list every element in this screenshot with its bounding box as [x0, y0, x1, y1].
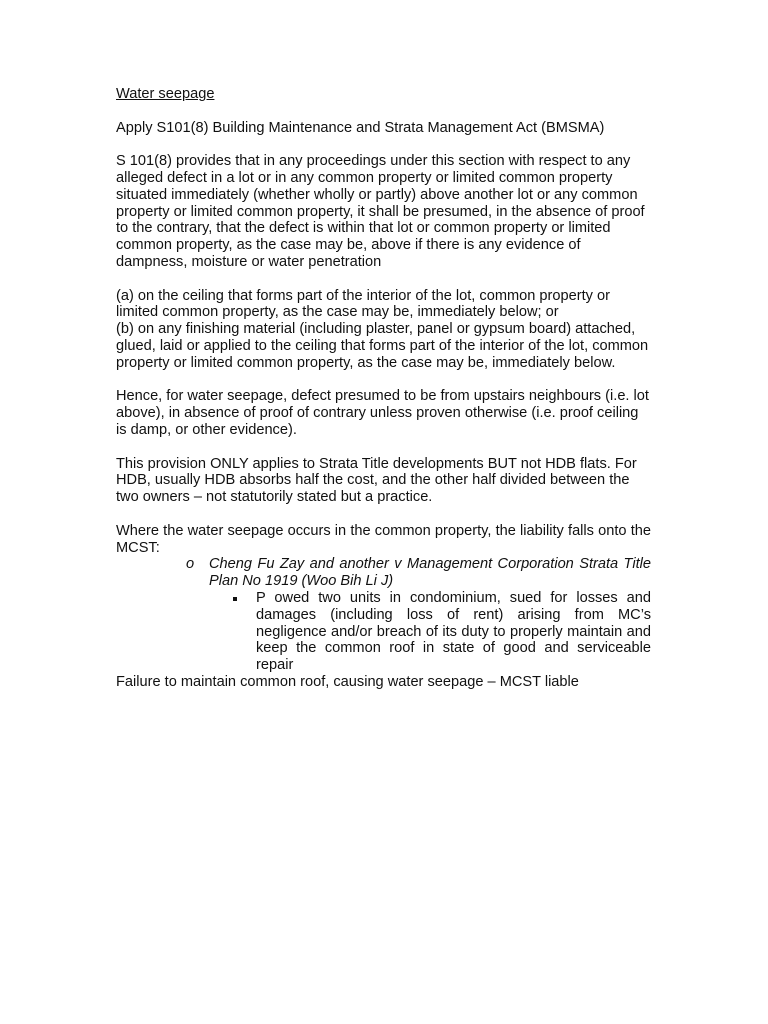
s101-paragraph: S 101(8) provides that in any proceedings under this section with respect to any alleged defect in a lot or in any common property or limited common property situated immediately (whether wholly or partly) above another lot or any common property or limited common property, it shall be presumed, in the absence of proof to the contrary, that the defect is within that lot or common property or limited common property, as the case may be, above if there is any evidence of dampness, moisture or water penetration — [116, 153, 645, 270]
document-title: Water seepage — [116, 86, 215, 102]
apply-line: Apply S101(8) Building Maintenance and Strata Management Act (BMSMA) — [116, 119, 605, 136]
case-fact — [116, 590, 651, 674]
mcst-paragraph: Where the water seepage occurs in the common property, the liability falls onto the MCST: — [116, 522, 651, 556]
clause-a: (a) on the ceiling that forms part of the interior of the lot, common property or limited common property, as the case may be, immediately below; or — [116, 287, 610, 321]
hence-paragraph: Hence, for water seepage, defect presumed to be from upstairs neighbours (i.e. lot above), in absence of proof of contrary unless proven otherwise (i.e. proof ceiling is damp, or other evidence). — [116, 388, 649, 438]
clauses-block — [116, 288, 651, 372]
conclusion-line: Failure to maintain common roof, causing water seepage – MCST liable — [116, 673, 579, 690]
document-page — [116, 86, 651, 691]
circle-bullet-icon: o — [186, 556, 195, 573]
provision-paragraph: This provision ONLY applies to Strata Title developments BUT not HDB flats. For HDB, usually HDB absorbs half the cost, and the other half divided between the two owners – not statutorily stated but a practice. — [116, 455, 637, 506]
clause-b: (b) on any finishing material (including plaster, panel or gypsum board) attached, glued, laid or applied to the ceiling that forms part of the interior of the lot, common property or limited common property, as the case may be, immediately below. — [116, 321, 649, 371]
case-fact-text: P owed two units in condominium, sued for losses and damages (including loss of rent) arising from MC’s negligence and/or breach of its duty to properly maintain and keep the common roof in state of good and serviceable repair — [256, 589, 651, 674]
square-bullet-icon — [233, 597, 237, 601]
case-citation — [116, 556, 651, 590]
case-name: Cheng Fu Zay and another v Management Corporation Strata Title Plan No 1919 (Woo Bih Li J) — [209, 556, 651, 590]
